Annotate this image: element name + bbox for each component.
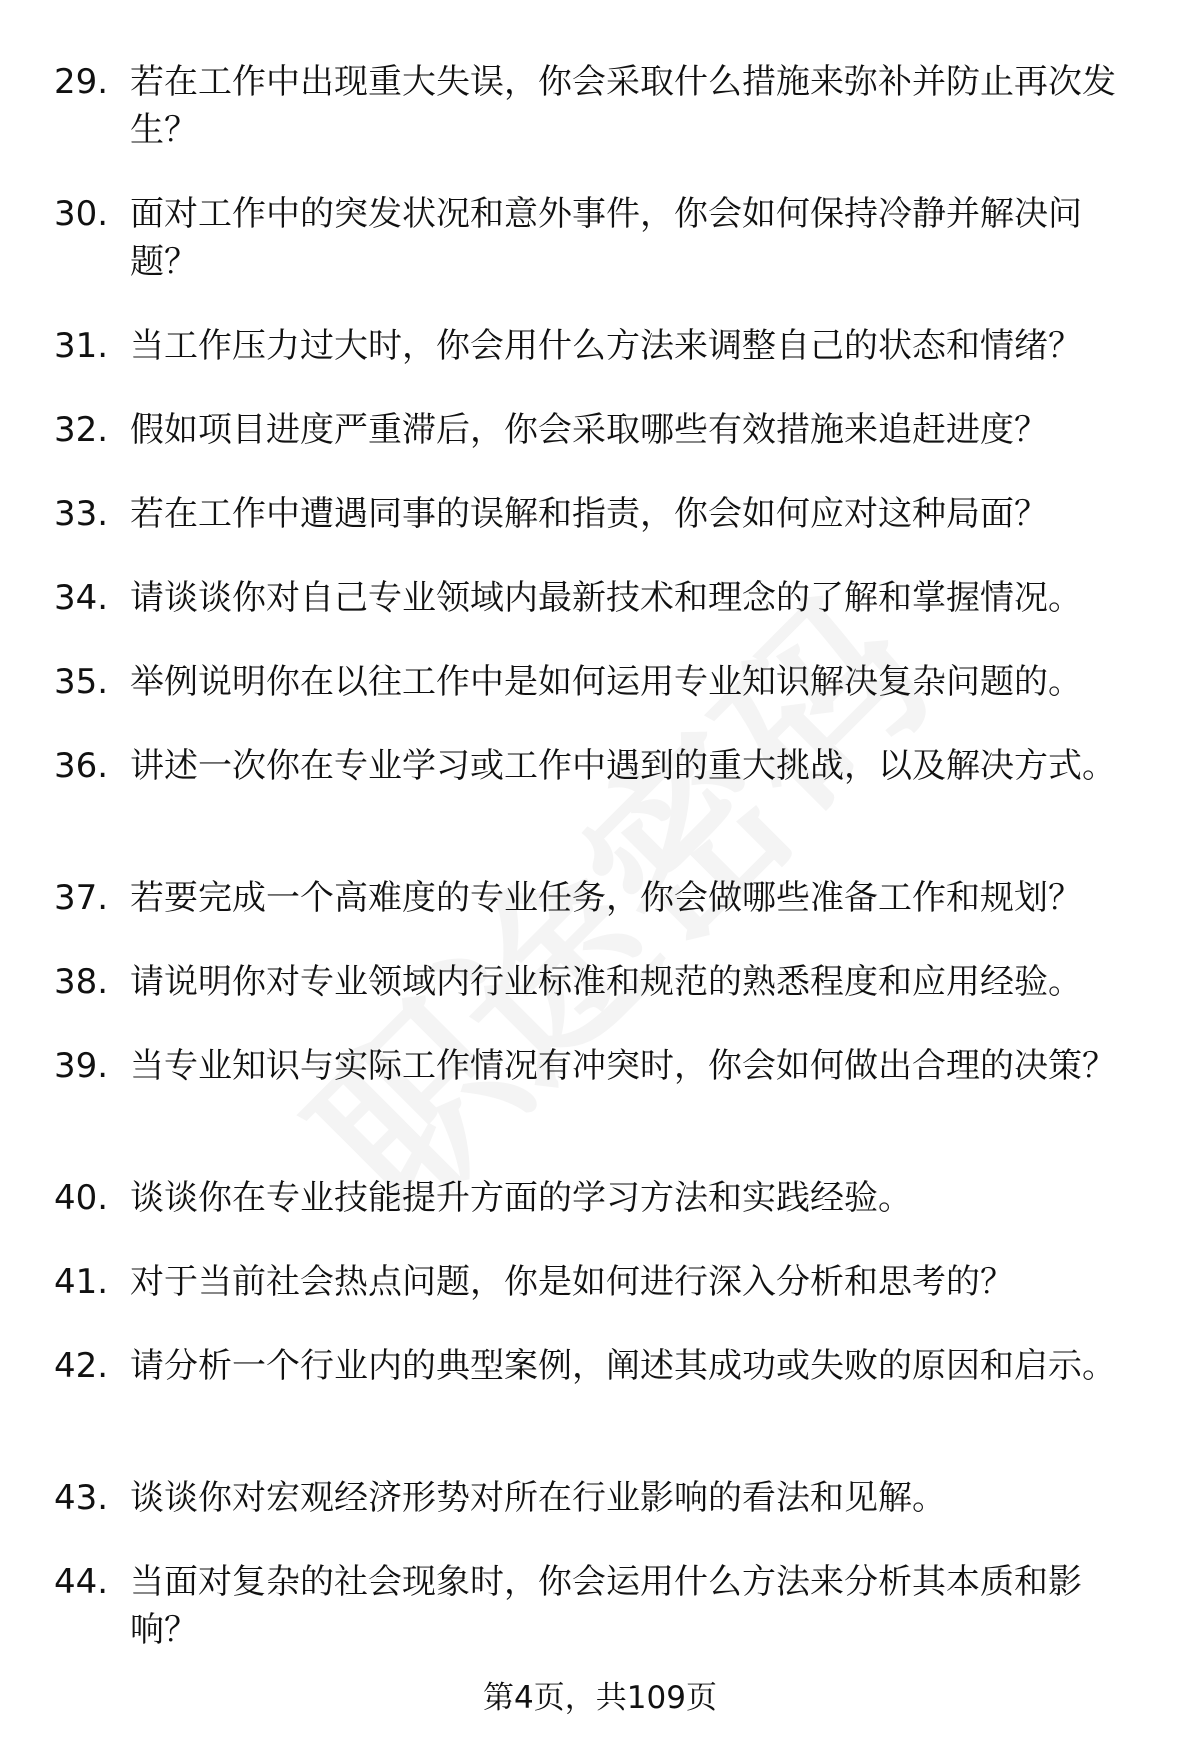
question-text: 讲述一次你在专业学习或工作中遇到的重大挑战，以及解决方式。 (130, 746, 1116, 786)
question-text: 对于当前社会热点问题，你是如何进行深入分析和思考的？ (130, 1262, 1014, 1302)
question-item (54, 574, 1154, 658)
question-text: 当专业知识与实际工作情况有冲突时，你会如何做出合理的决策？ (130, 1046, 1116, 1086)
question-text: 请谈谈你对自己专业领域内最新技术和理念的了解和掌握情况。 (130, 578, 1082, 618)
question-number: 40. (54, 1178, 109, 1218)
question-number: 31. (54, 326, 109, 366)
question-item (54, 1342, 1154, 1474)
question-number: 44. (54, 1562, 109, 1602)
question-number: 30. (54, 194, 109, 234)
question-item (54, 1474, 1154, 1558)
question-item (54, 1174, 1154, 1258)
question-item (54, 490, 1154, 574)
question-item (54, 58, 1154, 190)
question-item (54, 1258, 1154, 1342)
question-number: 41. (54, 1262, 109, 1302)
question-text: 假如项目进度严重滞后，你会采取哪些有效措施来追赶进度？ (130, 410, 1048, 450)
question-text: 面对工作中的突发状况和意外事件，你会如何保持冷静并解决问题？ (130, 194, 1082, 282)
question-list (54, 58, 1154, 1690)
question-item (54, 742, 1154, 874)
question-text: 若在工作中出现重大失误，你会采取什么措施来弥补并防止再次发生？ (130, 62, 1116, 150)
question-text: 谈谈你对宏观经济形势对所在行业影响的看法和见解。 (130, 1478, 946, 1518)
question-number: 29. (54, 62, 109, 102)
question-item (54, 658, 1154, 742)
question-number: 36. (54, 746, 109, 786)
question-item (54, 190, 1154, 322)
question-item (54, 958, 1154, 1042)
question-number: 43. (54, 1478, 109, 1518)
question-text: 请分析一个行业内的典型案例，阐述其成功或失败的原因和启示。 (130, 1346, 1116, 1386)
question-text: 当面对复杂的社会现象时，你会运用什么方法来分析其本质和影响？ (130, 1562, 1082, 1650)
question-item (54, 874, 1154, 958)
question-text: 举例说明你在以往工作中是如何运用专业知识解决复杂问题的。 (130, 662, 1082, 702)
question-number: 37. (54, 878, 109, 918)
question-number: 35. (54, 662, 109, 702)
question-number: 38. (54, 962, 109, 1002)
question-number: 34. (54, 578, 109, 618)
question-number: 42. (54, 1346, 109, 1386)
question-number: 39. (54, 1046, 109, 1086)
question-text: 请说明你对专业领域内行业标准和规范的熟悉程度和应用经验。 (130, 962, 1082, 1002)
question-item (54, 322, 1154, 406)
question-number: 32. (54, 410, 109, 450)
page-footer: 第4页，共109页 (483, 1680, 717, 1716)
question-item (54, 406, 1154, 490)
question-text: 若在工作中遭遇同事的误解和指责，你会如何应对这种局面？ (130, 494, 1048, 534)
question-item (54, 1558, 1154, 1690)
question-number: 33. (54, 494, 109, 534)
question-text: 谈谈你在专业技能提升方面的学习方法和实践经验。 (130, 1178, 912, 1218)
question-item (54, 1042, 1154, 1174)
question-text: 若要完成一个高难度的专业任务，你会做哪些准备工作和规划？ (130, 878, 1082, 918)
question-text: 当工作压力过大时，你会用什么方法来调整自己的状态和情绪？ (130, 326, 1082, 366)
